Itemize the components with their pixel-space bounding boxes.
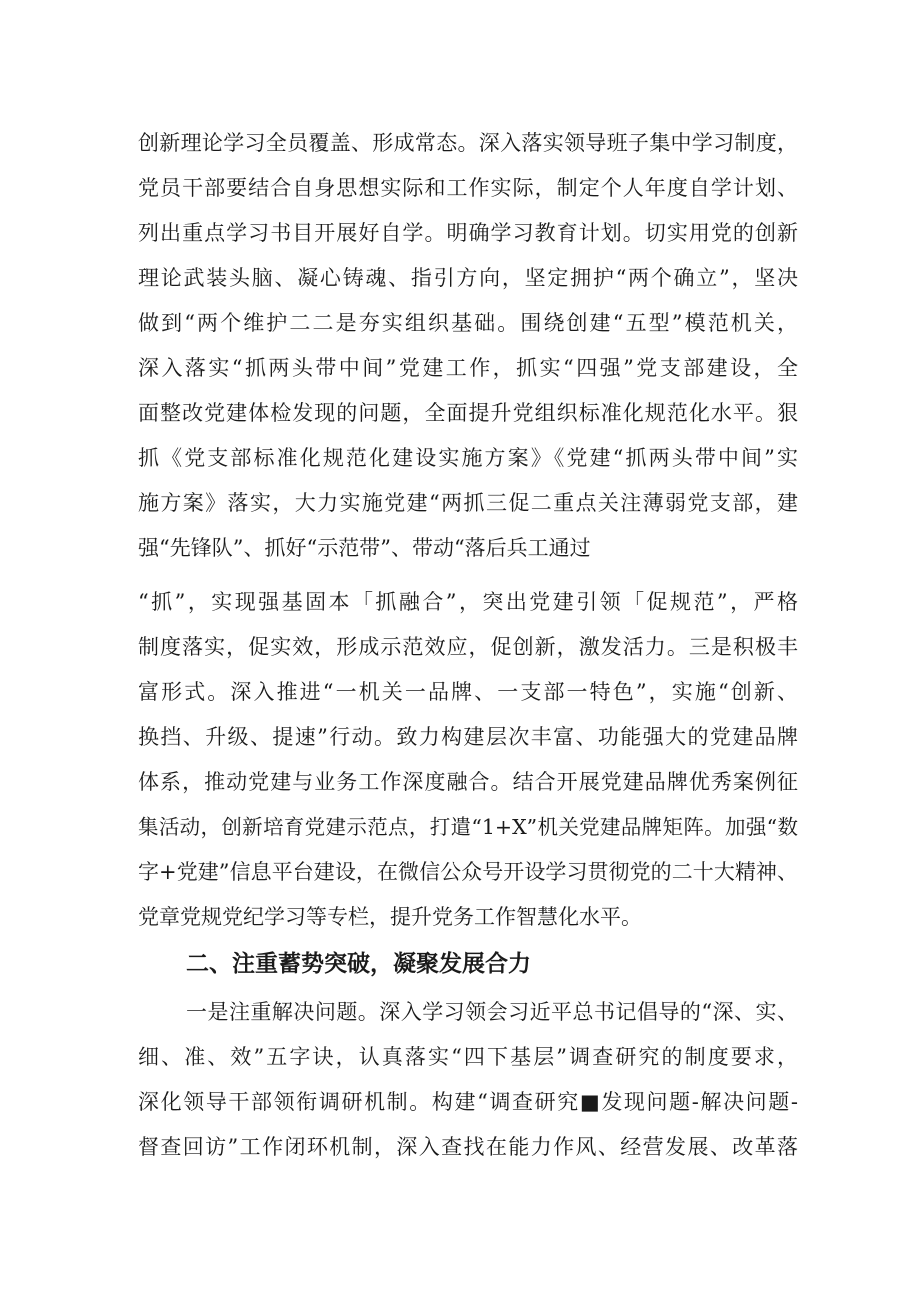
text-line: 深入落实“抓两头带中间”党建工作，抓实“四强”党支部建设，全 xyxy=(138,356,798,380)
text-line: 集活动，创新培育党建示范点，打遣“1+X”机关党建品牌矩阵。加强“数 xyxy=(138,815,798,839)
text-line: 督查回访”工作闭环机制，深入查找在能力作风、经营发展、改革落 xyxy=(138,1135,798,1159)
text-line: 深化领导干部领衔调研机制。构建“调查研究■发现问题-解决问题- xyxy=(138,1090,798,1114)
text-line: 一是注重解决问题。深入学习领会习近平总书记倡导的“深、实、 xyxy=(186,1000,798,1024)
text-line: “抓”，实现强基固本「抓融合”，突出党建引领「促规范”，严格 xyxy=(138,590,798,614)
text-line: 做到“两个维护二二是夯实组织基础。围绕创建“五型”模范机关， xyxy=(138,311,798,335)
text-line: 富形式。深入推进“一机关一品牌、一支部一特色”，实施“创新、 xyxy=(138,680,798,704)
text-line: 理论武装头脑、凝心铸魂、指引方向，坚定拥护“两个确立”，坚决 xyxy=(138,266,798,290)
text-line: 强“先锋队”、抓好“示范带”、带动“落后兵工通过 xyxy=(138,536,591,560)
text-line: 面整改党建体检发现的问题，全面提升党组织标准化规范化水平。狠 xyxy=(138,401,798,425)
text-line: 抓《党支部标准化规范化建设实施方案》《党建“抓两头带中间”实 xyxy=(138,446,798,470)
text-line: 体系，推动党建与业务工作深度融合。结合开展党建品牌优秀案例征 xyxy=(138,770,798,794)
text-line: 党章党规党纪学习等专栏，提升党务工作智慧化水平。 xyxy=(138,905,642,929)
text-line: 换挡、升级、提速”行动。致力构建层次丰富、功能强大的党建品牌 xyxy=(138,725,798,749)
text-line: 列出重点学习书目开展好自学。明确学习教育计划。切实用党的创新 xyxy=(138,221,798,245)
text-line: 字+党建”信息平台建设，在微信公众号开设学习贯彻党的二十大精神、 xyxy=(138,860,798,884)
text-line: 施方案》落实，大力实施党建“两抓三促二重点关注薄弱党支部，建 xyxy=(138,491,798,515)
section-heading: 二、注重蓄势突破，凝聚发展合力 xyxy=(186,951,531,977)
text-line: 细、准、效”五字诀，认真落实“四下基层”调查研究的制度要求， xyxy=(138,1045,798,1069)
text-line: 制度落实，促实效，形成示范效应，促创新，激发活力。三是积极丰 xyxy=(138,635,798,659)
text-line: 党员干部要结合自身思想实际和工作实际，制定个人年度自学计划、 xyxy=(138,176,798,200)
text-line: 创新理论学习全员覆盖、形成常态。深入落实领导班子集中学习制度， xyxy=(138,131,798,155)
